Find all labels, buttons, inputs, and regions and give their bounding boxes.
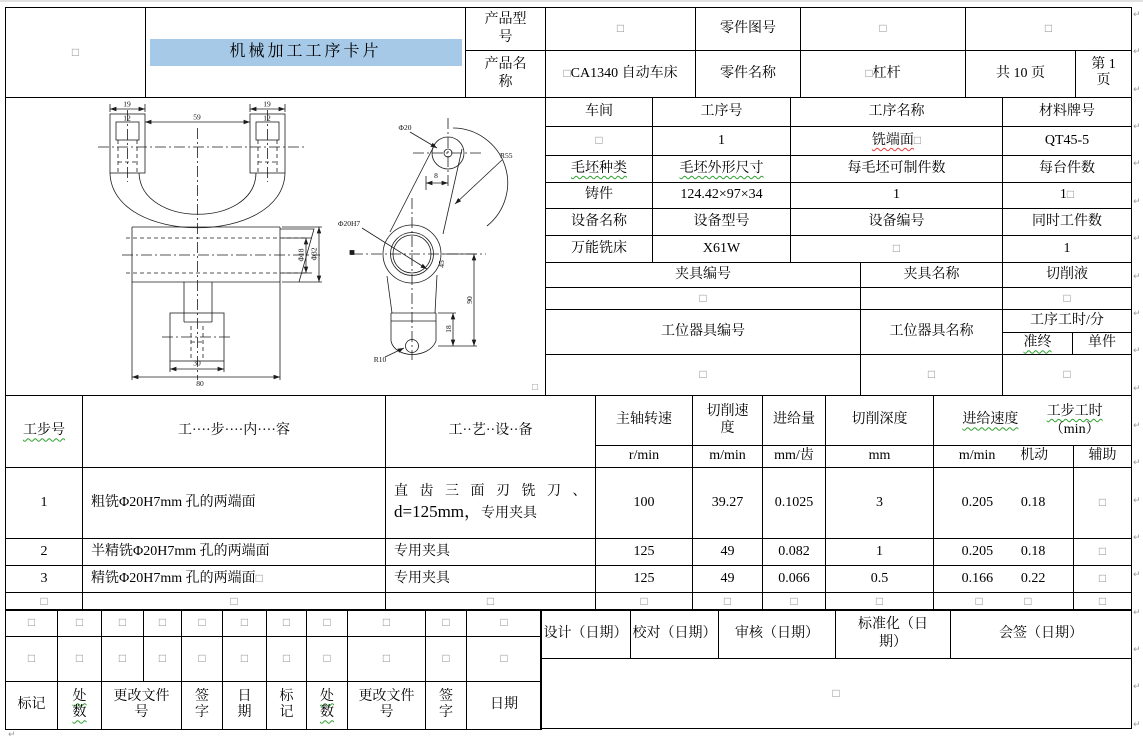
pilcrow-mark: ↵ [1133, 234, 1141, 245]
equipment-no-label: 设备编号 [791, 209, 1003, 236]
per-piece-label: 单件 [1073, 333, 1132, 355]
equipment-no-value: □ [791, 236, 1003, 263]
per-blank-label: 每毛坯可制件数 [791, 156, 1003, 183]
col-feed-speed-steptime [934, 396, 1132, 446]
dim-19-left: 19 [123, 99, 131, 109]
paragraph-marks-column [1133, 10, 1141, 730]
dim-phi20: Φ20 [398, 123, 412, 132]
rev-sign-label: 签字 [182, 682, 223, 730]
design-date-label: 设计（日期） [541, 610, 631, 659]
step-row-cut-speed: 49 [693, 566, 763, 593]
empty-step-cell: □ [826, 593, 934, 611]
rev-box: □ [6, 610, 58, 637]
unit-cut-speed: m/min [693, 446, 763, 468]
rev-box: □ [348, 637, 426, 682]
simultaneous-value: 1 [1003, 236, 1132, 263]
rev-box: □ [102, 637, 144, 682]
step-row-aux: □ [1074, 539, 1132, 566]
lever-drawing-svg [6, 98, 545, 395]
station-tool-no-value: □ [546, 355, 861, 396]
col-cutting-speed: 切削速度 [693, 396, 763, 446]
fixture-name-value [861, 288, 1003, 310]
product-model-value: □ [546, 8, 696, 51]
unit-feed: mm/齿 [763, 446, 826, 468]
pilcrow-mark: ↵ [1133, 346, 1141, 357]
dim-80: 80 [196, 379, 204, 388]
pilcrow-mark: ↵ [1133, 607, 1141, 618]
rev-box: □ [144, 610, 182, 637]
signoff-table [540, 609, 1132, 729]
col-cutting-depth: 切削深度 [826, 396, 934, 446]
product-name-label: 产品名称 [466, 51, 546, 98]
rev-date-label: 日期 [223, 682, 267, 730]
blank-type-value: 铸件 [546, 183, 653, 209]
empty-box: □ [1066, 187, 1075, 202]
equipment-name-label: 设备名称 [546, 209, 653, 236]
empty-box: □ [913, 132, 922, 147]
dim-8: 8 [434, 171, 438, 180]
pilcrow-mark: ↵ [1133, 719, 1141, 730]
material-value: QT45-5 [1003, 127, 1132, 156]
dim-30: 30 [193, 358, 201, 368]
step-row-feedspeed-machine: 0.205 0.18 [934, 468, 1074, 539]
step-row-depth: 1 [826, 539, 934, 566]
step-row-content: 精铣Φ20H7mm 孔的两端面□ [83, 566, 386, 593]
step-row-equipment: 直 齿 三 面 刃 铣 刀 、 d=125mm，专用夹具 [386, 468, 596, 539]
dim-r10: R10 [373, 355, 387, 364]
col-equipment: 工··艺··设··备 [386, 396, 596, 468]
rev-file-label: 更改文件号 [348, 682, 426, 730]
empty-step-cell: □ □ [934, 593, 1074, 611]
revision-table [5, 609, 542, 730]
step-row-depth: 3 [826, 468, 934, 539]
dim-19-right: 19 [263, 99, 271, 109]
blank-size-value: 124.42×97×34 [653, 183, 791, 209]
step-row-cut-speed: 39.27 [693, 468, 763, 539]
fixture-name-label: 夹具名称 [861, 263, 1003, 288]
equipment-model-label: 设备型号 [653, 209, 791, 236]
rev-box: □ [58, 610, 102, 637]
step-row-feedspeed-machine: 0.166 0.22 [934, 566, 1074, 593]
pilcrow-mark: ↵ [1133, 570, 1141, 581]
drawing-corner-box: □ [532, 382, 539, 393]
step-row-cut-speed: 49 [693, 539, 763, 566]
pilcrow-mark: ↵ [1133, 271, 1141, 282]
col-step-time: 工步工时 （min） [1046, 404, 1103, 437]
rev-box: □ [307, 610, 348, 637]
signoff-empty-cell: □ [541, 659, 1132, 729]
process-info-table [545, 97, 1132, 396]
col-feed: 进给量 [763, 396, 826, 446]
step-row-aux: □ [1074, 566, 1132, 593]
process-no-label: 工序号 [653, 98, 791, 127]
pilcrow-mark: ↵ [1133, 383, 1141, 394]
unit-feedspeed-machine: m/min 机动 [934, 446, 1074, 468]
product-name-value: □CA1340 自动车床 [546, 51, 696, 98]
pilcrow-mark: ↵ [1133, 533, 1141, 544]
col-machine-time: 机动 [1020, 448, 1049, 464]
work-step-table [5, 395, 1132, 611]
dim-phi20h7: Φ20H7 [338, 219, 361, 228]
dim-45: 45 [437, 260, 446, 268]
process-name-label: 工序名称 [791, 98, 1003, 127]
step-row-spindle: 125 [596, 539, 693, 566]
rev-box: □ [182, 637, 223, 682]
process-time-value: □ [1003, 355, 1132, 396]
equipment-model-value: X61W [653, 236, 791, 263]
step-row-depth: 0.5 [826, 566, 934, 593]
rev-mark-label: 标记 [6, 682, 58, 730]
col-step-no: 工步号 [6, 396, 83, 468]
pilcrow-mark: ↵ [1133, 495, 1141, 506]
workshop-label: 车间 [546, 98, 653, 127]
part-drawing-no-label: 零件图号 [696, 8, 801, 51]
dim-59: 59 [193, 112, 201, 122]
blank-size-label: 毛坯外形尺寸 [653, 156, 791, 183]
header-table [5, 7, 1132, 98]
part-name-value: □杠杆 [801, 51, 966, 98]
simultaneous-label: 同时工件数 [1003, 209, 1132, 236]
pilcrow-mark: ↵ [1133, 308, 1141, 319]
empty-box: □ [255, 570, 263, 585]
per-blank-value: 1 [791, 183, 1003, 209]
step-row-aux: □ [1074, 468, 1132, 539]
pilcrow-mark: ↵ [1133, 159, 1141, 170]
countersign-date-label: 会签（日期） [951, 610, 1132, 659]
unit-spindle: r/min [596, 446, 693, 468]
empty-step-cell: □ [1074, 593, 1132, 611]
product-model-label: 产品型号 [466, 8, 546, 51]
step-row-equipment: 专用夹具 [386, 566, 596, 593]
station-tool-name-label: 工位器具名称 [861, 310, 1003, 355]
material-label: 材料牌号 [1003, 98, 1132, 127]
rev-box: □ [267, 637, 307, 682]
doc-title-cell [146, 8, 466, 98]
part-drawing-no-value: □ [801, 8, 966, 51]
rev-box: □ [467, 610, 542, 637]
pilcrow-mark: ↵ [1133, 47, 1141, 58]
pilcrow-mark: ↵ [1133, 84, 1141, 95]
step-row-no: 2 [6, 539, 83, 566]
step-row-equipment: 专用夹具 [386, 539, 596, 566]
coolant-label: 切削液 [1003, 263, 1132, 288]
dim-12-left: 12 [123, 113, 131, 123]
coolant-value: □ [1003, 288, 1132, 310]
empty-box: □ [563, 65, 571, 80]
blank-type-label: 毛坯种类 [546, 156, 653, 183]
proofread-date-label: 校对（日期） [631, 610, 719, 659]
station-tool-name-value: □ [861, 355, 1003, 396]
col-feed-speed: 进给速度 [962, 412, 1019, 428]
step-row-no: 1 [6, 468, 83, 539]
part-drawing [5, 97, 546, 396]
station-tool-no-label: 工位器具编号 [546, 310, 861, 355]
empty-step-cell: □ [6, 593, 83, 611]
dim-12-right: 12 [263, 113, 271, 123]
prep-finish-label: 准终 [1003, 333, 1073, 355]
rev-box: □ [348, 610, 426, 637]
empty-step-cell: □ [596, 593, 693, 611]
rev-box: □ [426, 610, 467, 637]
total-pages: 共 10 页 [966, 51, 1076, 98]
dim-phi18: Φ18 [296, 248, 306, 262]
step-row-feed: 0.066 [763, 566, 826, 593]
audit-date-label: 审核（日期） [719, 610, 836, 659]
rev-box: □ [223, 610, 267, 637]
pilcrow-mark: ↵ [1133, 196, 1141, 207]
standardize-date-label: 标准化（日期） [836, 610, 951, 659]
rev-box: □ [223, 637, 267, 682]
rev-box: □ [426, 637, 467, 682]
step-row-spindle: 100 [596, 468, 693, 539]
rev-count-label: 处数 [58, 682, 102, 730]
rev-box: □ [6, 637, 58, 682]
unit-depth: mm [826, 446, 934, 468]
pilcrow-mark: ↵ [8, 730, 16, 740]
step-row-feed: 0.082 [763, 539, 826, 566]
part-name-label: 零件名称 [696, 51, 801, 98]
dim-r55: R55 [500, 151, 513, 160]
header-top-right-cell: □ [966, 8, 1132, 51]
step-row-no: 3 [6, 566, 83, 593]
dim-18: 18 [444, 325, 453, 333]
pilcrow-mark: ↵ [1133, 420, 1141, 431]
step-row-feed: 0.1025 [763, 468, 826, 539]
step-row-content: 粗铣Φ20H7mm 孔的两端面 [83, 468, 386, 539]
per-machine-label: 每台件数 [1003, 156, 1132, 183]
fixture-no-value: □ [546, 288, 861, 310]
page-title: 机械加工工序卡片 [150, 39, 462, 66]
dim-90: 90 [465, 296, 474, 304]
rev-box: □ [467, 637, 542, 682]
rev-box: □ [307, 637, 348, 682]
rev-sign-label: 签字 [426, 682, 467, 730]
fixture-no-label: 夹具编号 [546, 263, 861, 288]
empty-step-cell: □ [763, 593, 826, 611]
page-number: 第 1 页 [1076, 51, 1132, 98]
empty-box: □ [865, 65, 873, 80]
process-time-label: 工序工时/分 [1003, 310, 1132, 333]
pilcrow-mark: ↵ [1133, 645, 1141, 656]
step-row-feedspeed-machine: 0.205 0.18 [934, 539, 1074, 566]
rev-date-label: 日期 [467, 682, 542, 730]
pilcrow-mark: ↵ [1133, 122, 1141, 133]
step-row-content: 半精铣Φ20H7mm 孔的两端面 [83, 539, 386, 566]
step-row-spindle: 125 [596, 566, 693, 593]
pilcrow-mark: ↵ [1133, 10, 1141, 20]
pilcrow-mark: ↵ [1133, 682, 1141, 693]
rev-box: □ [267, 610, 307, 637]
col-spindle-speed: 主轴转速 [596, 396, 693, 446]
dim-phi32: Φ32 [309, 247, 319, 261]
col-aux-time: 辅助 [1074, 446, 1132, 468]
rev-file-label: 更改文件号 [102, 682, 182, 730]
empty-step-cell: □ [83, 593, 386, 611]
rev-box: □ [58, 637, 102, 682]
rev-box: □ [182, 610, 223, 637]
per-machine-value: 1□ [1003, 183, 1132, 209]
rev-box: □ [102, 610, 144, 637]
pilcrow-mark: ↵ [1133, 458, 1141, 469]
col-step-content: 工····步····内····容 [83, 396, 386, 468]
corner-empty-cell: □ [6, 8, 146, 98]
empty-step-cell: □ [693, 593, 763, 611]
process-no-value: 1 [653, 127, 791, 156]
process-name-value: 铣端面□ [791, 127, 1003, 156]
empty-step-cell: □ [386, 593, 596, 611]
rev-box: □ [144, 637, 182, 682]
equipment-name-value: 万能铣床 [546, 236, 653, 263]
workshop-value: □ [546, 127, 653, 156]
rev-mark-label: 标记 [267, 682, 307, 730]
rev-count-label: 处数 [307, 682, 348, 730]
